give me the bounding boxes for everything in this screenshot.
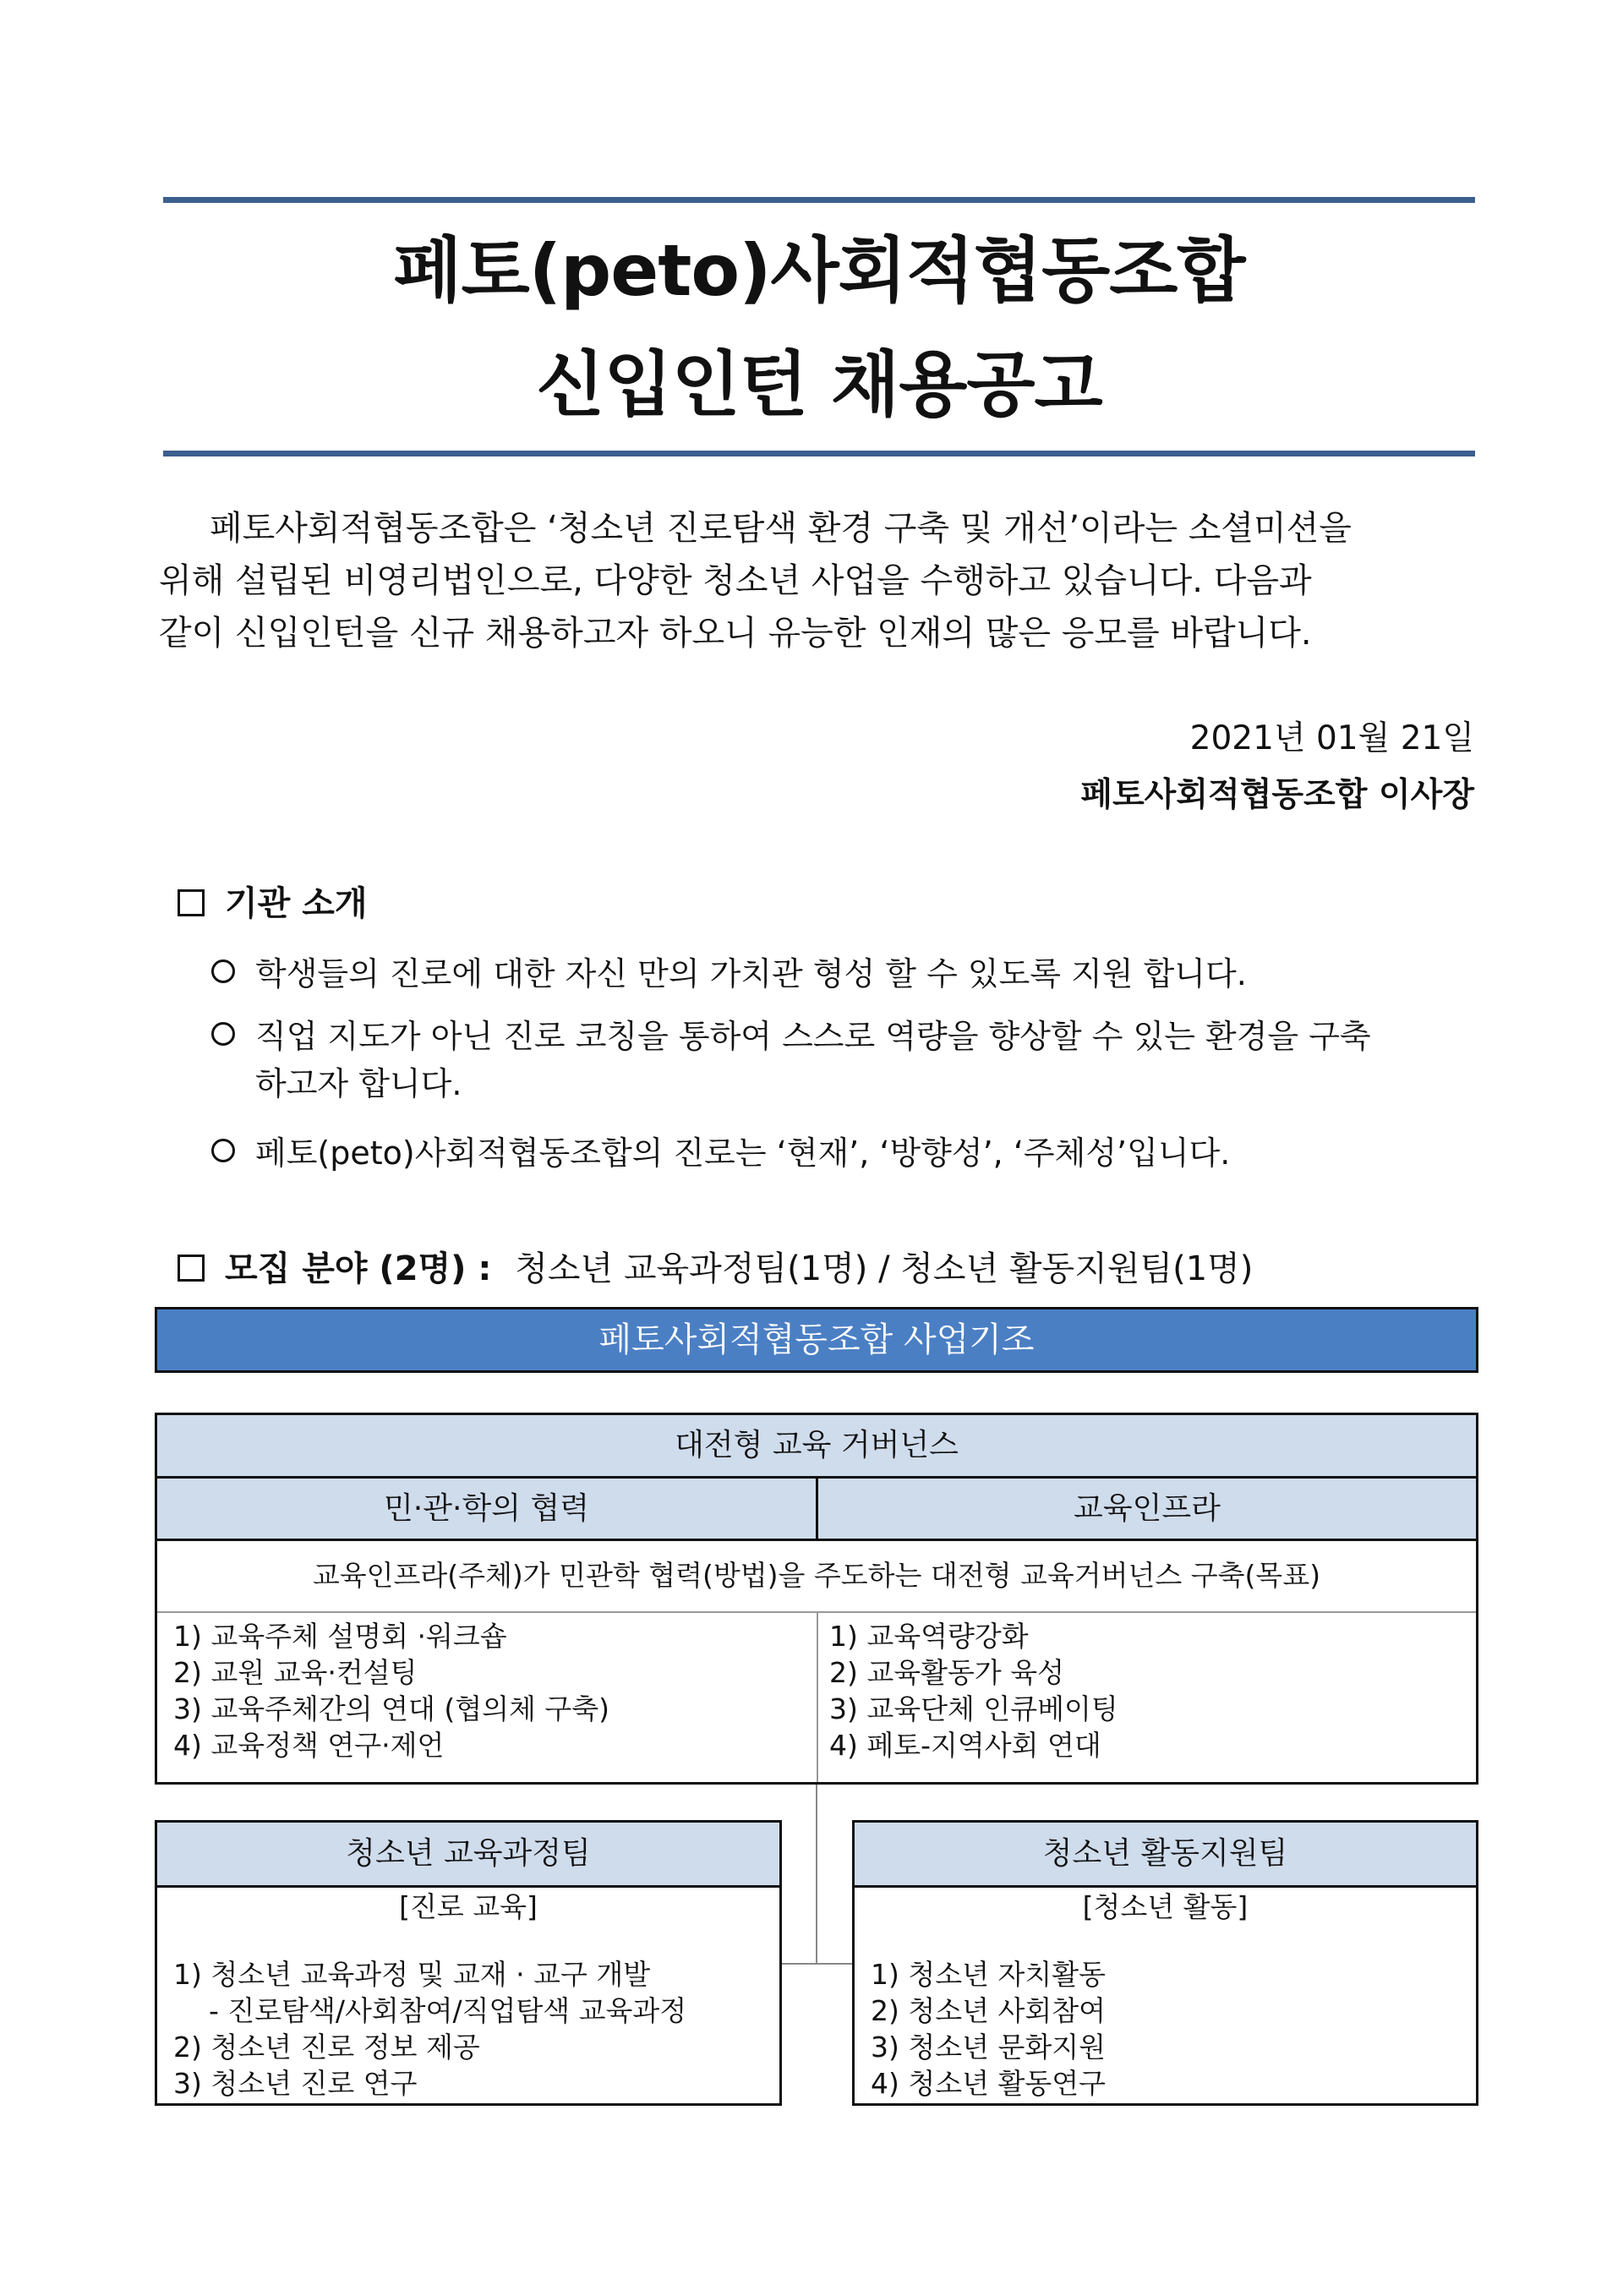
list-item: 3) 청소년 진로 연구 bbox=[173, 2067, 418, 2100]
list-item: 2) 교육활동가 육성 bbox=[829, 1656, 1064, 1689]
right-items-box bbox=[817, 1611, 1478, 1785]
page-title-line1: 페토(peto)사회적협동조합 bbox=[393, 229, 1245, 312]
intro-line: 위해 설립된 비영리법인으로, 다양한 청소년 사업을 수행하고 있습니다. 다음과 bbox=[159, 561, 1312, 600]
intro-line: 같이 신입인턴을 신규 채용하고자 하오니 유능한 인재의 많은 응모를 바랍니다. bbox=[159, 614, 1312, 653]
page-title-line2: 신입인턴 채용공고 bbox=[536, 343, 1102, 426]
intro-line: 페토사회적협동조합은 ‘청소년 진로탐색 환경 구축 및 개선’이라는 소셜미션을 bbox=[210, 509, 1352, 548]
list-item: 1) 청소년 자치활동 bbox=[871, 1958, 1106, 1991]
left-items-box bbox=[155, 1611, 818, 1785]
team-left-header: 청소년 교육과정팀 bbox=[155, 1820, 782, 1888]
intro-bullet: 직업 지도가 아닌 진로 코칭을 통하여 스스로 역량을 향상할 수 있는 환경을 구축 하고자 합니다. bbox=[211, 1013, 1475, 1107]
governance-summary: 교육인프라(주체)가 민관학 협력(방법)을 주도하는 대전형 교육거버넌스 구축(목표) bbox=[155, 1539, 1478, 1613]
team-left-body bbox=[155, 1885, 782, 2106]
section-heading-recruit: 모집 분야 (2명) : 청소년 교육과정팀(1명) / 청소년 활동지원팀(1명) bbox=[178, 1245, 1253, 1293]
list-item: 3) 교육주체간의 연대 (협의체 구축) bbox=[173, 1692, 609, 1725]
col-right-header: 교육인프라 bbox=[816, 1476, 1478, 1541]
list-item: 1) 청소년 교육과정 및 교재 · 교구 개발 bbox=[173, 1958, 651, 1991]
list-item: 2) 청소년 사회참여 bbox=[871, 1994, 1106, 2027]
governance-header: 대전형 교육 거버넌스 bbox=[155, 1413, 1478, 1479]
list-item: 4) 청소년 활동연구 bbox=[871, 2067, 1106, 2100]
list-item: 4) 교육정책 연구·제언 bbox=[173, 1729, 445, 1762]
connector-vertical bbox=[816, 1785, 817, 1964]
intro-bullet: 학생들의 진로에 대한 자신 만의 가치관 형성 할 수 있도록 지원 합니다. bbox=[211, 950, 1475, 998]
announcement-date: 2021년 01월 21일 bbox=[1189, 719, 1474, 757]
list-item: 3) 교육단체 인큐베이팅 bbox=[829, 1692, 1118, 1725]
bottom-rule bbox=[163, 451, 1475, 456]
list-item: - 진로탐색/사회참여/직업탐색 교육과정 bbox=[173, 1994, 687, 2027]
checkbox-square-icon bbox=[178, 1255, 205, 1282]
circle-bullet-icon bbox=[211, 1022, 235, 1046]
top-rule bbox=[163, 197, 1475, 203]
intro-paragraph bbox=[159, 502, 1478, 659]
team-right-header: 청소년 활동지원팀 bbox=[852, 1820, 1478, 1888]
team-left-subtitle: [진로 교육] bbox=[399, 1890, 538, 1923]
list-item: 2) 교원 교육·컨설팅 bbox=[173, 1656, 418, 1689]
announcement-signer: 페토사회적협동조합 이사장 bbox=[1080, 776, 1474, 814]
intro-bullet: 페토(peto)사회적협동조합의 진로는 ‘현재’, ‘방향성’, ‘주체성’입니다. bbox=[211, 1129, 1475, 1177]
list-item: 4) 페토-지역사회 연대 bbox=[829, 1729, 1101, 1762]
team-right-subtitle: [청소년 활동] bbox=[1082, 1890, 1249, 1923]
list-item: 1) 교육역량강화 bbox=[829, 1620, 1029, 1653]
section-heading-intro: 기관 소개 bbox=[178, 880, 368, 927]
business-banner: 페토사회적협동조합 사업기조 bbox=[155, 1307, 1478, 1373]
circle-bullet-icon bbox=[211, 959, 235, 983]
team-right-body bbox=[852, 1885, 1478, 2106]
list-item: 2) 청소년 진로 정보 제공 bbox=[173, 2031, 480, 2064]
col-left-header: 민·관·학의 협력 bbox=[155, 1476, 818, 1541]
list-item: 1) 교육주체 설명회 ·워크숍 bbox=[173, 1620, 507, 1653]
checkbox-square-icon bbox=[178, 889, 205, 916]
list-item: 3) 청소년 문화지원 bbox=[871, 2031, 1106, 2064]
circle-bullet-icon bbox=[211, 1139, 235, 1162]
connector-horizontal bbox=[781, 1963, 854, 1965]
